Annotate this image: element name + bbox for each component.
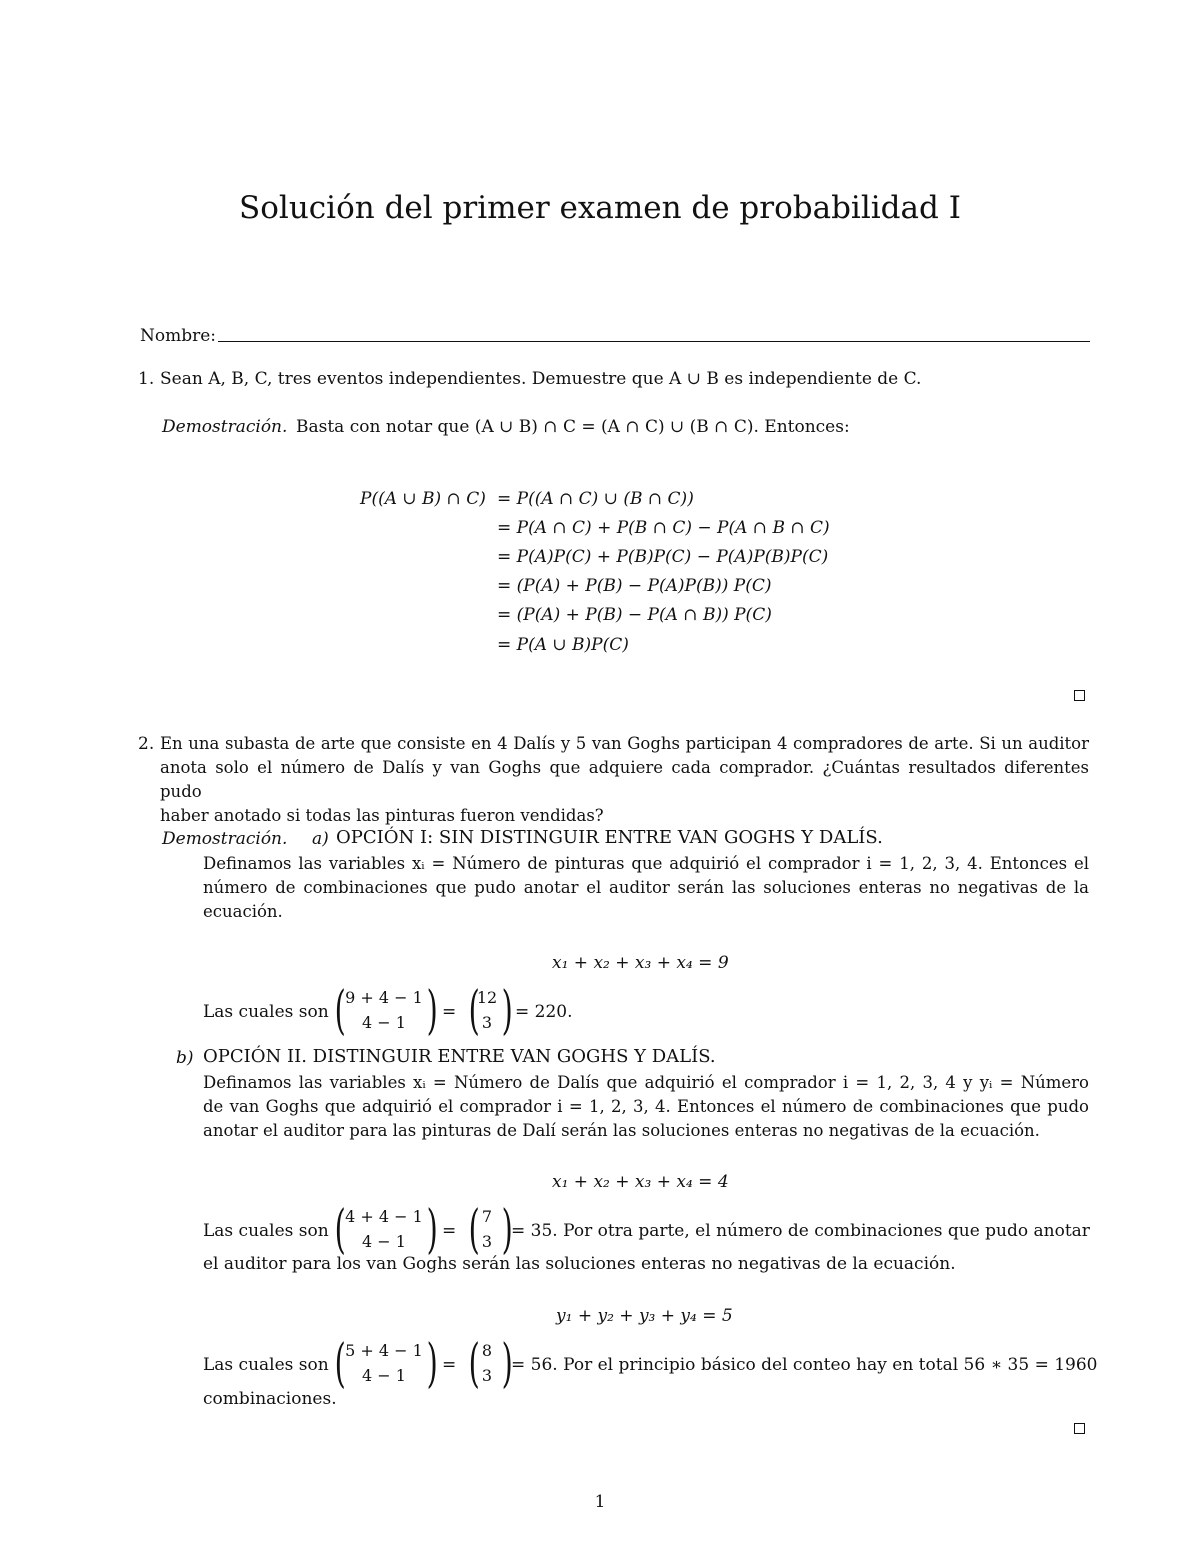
option-a-equation: x₁ + x₂ + x₃ + x₄ = 9: [552, 953, 729, 973]
option-b-r1-suffix: = 35. Por otra parte, el número de combinaciones que pudo anotar: [511, 1221, 1090, 1241]
option-b-r1-continuation: el auditor para los van Goghs serán las soluciones enteras no negativas de la ecuación.: [203, 1254, 956, 1274]
option-b-r2-suffix: = 56. Por el principio básico del conteo hay en total 56 ∗ 35 = 1960: [511, 1355, 1098, 1375]
page-number: 1: [594, 1492, 606, 1512]
option-b-label: b): [176, 1048, 194, 1068]
equals-sign: =: [442, 1355, 457, 1375]
qed-symbol: [1074, 1423, 1085, 1434]
q1-equation-line: = P(A)P(C) + P(B)P(C) − P(A)P(B)P(C): [497, 547, 829, 567]
option-a-text-line: Definamos las variables xᵢ = Número de pinturas que adquirió el comprador i = 1, 2, 3, 4. Entonces el: [203, 854, 1089, 873]
left-paren: (: [468, 981, 480, 1041]
right-paren: ): [501, 1200, 513, 1260]
binom-bottom: 3: [481, 1232, 493, 1251]
binomial: [330, 981, 440, 1041]
option-b-text: [203, 1071, 1089, 1143]
q2-statement-line: haber anotado si todas las pinturas fueron vendidas?: [160, 806, 604, 825]
name-underline: [218, 341, 1090, 342]
q1-equation-line: = P(A ∩ C) + P(B ∩ C) − P(A ∩ B ∩ C): [497, 518, 830, 538]
binomial: [330, 1200, 440, 1260]
option-a-text-line: número de combinaciones que pudo anotar el auditor serán las soluciones enteras no negativas de la: [203, 878, 1089, 897]
q1-statement: Sean A, B, C, tres eventos independientes. Demuestre que A ∪ B es independiente de C.: [160, 369, 922, 389]
option-a-text-line: ecuación.: [203, 902, 283, 921]
left-paren: (: [334, 1334, 346, 1394]
binom-top: 12: [476, 988, 498, 1007]
binom-bottom: 3: [481, 1013, 493, 1032]
q2-proof-label: Demostración.: [162, 829, 288, 849]
right-paren: ): [426, 981, 438, 1041]
left-paren: (: [468, 1334, 480, 1394]
right-paren: ): [501, 1334, 513, 1394]
option-a-result-prefix: Las cuales son: [203, 1002, 329, 1022]
option-a-text: [203, 852, 1089, 924]
option-b-text-line: Definamos las variables xᵢ = Número de Dalís que adquirió el comprador i = 1, 2, 3, 4 y yᵢ = Número: [203, 1073, 1089, 1092]
option-a-title: OPCIÓN I: SIN DISTINGUIR ENTRE VAN GOGHS Y DALÍS.: [336, 827, 883, 848]
option-b-equation-2: y₁ + y₂ + y₃ + y₄ = 5: [556, 1306, 733, 1326]
q2-statement-line: anota solo el número de Dalís y van Goghs que adquiere cada comprador. ¿Cuántas resultados diferentes pudo: [160, 758, 1089, 801]
qed-symbol: [1074, 690, 1085, 701]
binomial: [464, 981, 514, 1041]
option-b-equation-1: x₁ + x₂ + x₃ + x₄ = 4: [552, 1172, 729, 1192]
binom-bottom: 4 − 1: [362, 1366, 406, 1385]
binomial: [330, 1334, 440, 1394]
q1-equation-lhs: P((A ∪ B) ∩ C): [360, 489, 486, 509]
binomial: [464, 1200, 514, 1260]
name-label: Nombre:: [140, 326, 217, 346]
right-paren: ): [426, 1334, 438, 1394]
page-title: Solución del primer examen de probabilidad I: [239, 190, 961, 226]
q2-statement-line: En una subasta de arte que consiste en 4 Dalís y 5 van Goghs participan 4 compradores de arte. Si un auditor: [160, 734, 1089, 753]
binom-top: 5 + 4 − 1: [345, 1341, 423, 1360]
option-b-text-line: anotar el auditor para las pinturas de Dalí serán las soluciones enteras no negativas de la ecuación.: [203, 1121, 1040, 1140]
left-paren: (: [334, 1200, 346, 1260]
option-a-result-suffix: = 220.: [515, 1002, 573, 1022]
right-paren: ): [501, 981, 513, 1041]
q1-proof-label: Demostración.: [162, 417, 288, 437]
binom-top: 9 + 4 − 1: [345, 988, 423, 1007]
binom-top: 7: [481, 1207, 493, 1226]
binom-bottom: 4 − 1: [362, 1232, 406, 1251]
left-paren: (: [468, 1200, 480, 1260]
option-b-title: OPCIÓN II. DISTINGUIR ENTRE VAN GOGHS Y DALÍS.: [203, 1046, 716, 1067]
left-paren: (: [334, 981, 346, 1041]
q1-equation-line: = P((A ∩ C) ∪ (B ∩ C)): [497, 489, 694, 509]
binom-top: 8: [481, 1341, 493, 1360]
q2-statement: [160, 732, 1089, 828]
q2-number: 2.: [138, 734, 155, 754]
q1-proof-intro: Basta con notar que (A ∪ B) ∩ C = (A ∩ C) ∪ (B ∩ C). Entonces:: [296, 417, 850, 437]
q1-equation-line: = (P(A) + P(B) − P(A ∩ B)) P(C): [497, 605, 772, 625]
equals-sign: =: [442, 1002, 457, 1022]
option-b-r1-prefix: Las cuales son: [203, 1221, 329, 1241]
binom-bottom: 4 − 1: [362, 1013, 406, 1032]
right-paren: ): [426, 1200, 438, 1260]
option-b-r2-continuation: combinaciones.: [203, 1389, 337, 1409]
option-b-text-line: de van Goghs que adquirió el comprador i = 1, 2, 3, 4. Entonces el número de combinaciones que pudo: [203, 1097, 1089, 1116]
q1-equation-line: = P(A ∪ B)P(C): [497, 635, 629, 655]
q1-number: 1.: [138, 369, 155, 389]
binom-bottom: 3: [481, 1366, 493, 1385]
binomial: [464, 1334, 514, 1394]
q1-equation-line: = (P(A) + P(B) − P(A)P(B)) P(C): [497, 576, 772, 596]
binom-top: 4 + 4 − 1: [345, 1207, 423, 1226]
option-b-r2-prefix: Las cuales son: [203, 1355, 329, 1375]
option-a-label: a): [312, 829, 329, 849]
equals-sign: =: [442, 1221, 457, 1241]
